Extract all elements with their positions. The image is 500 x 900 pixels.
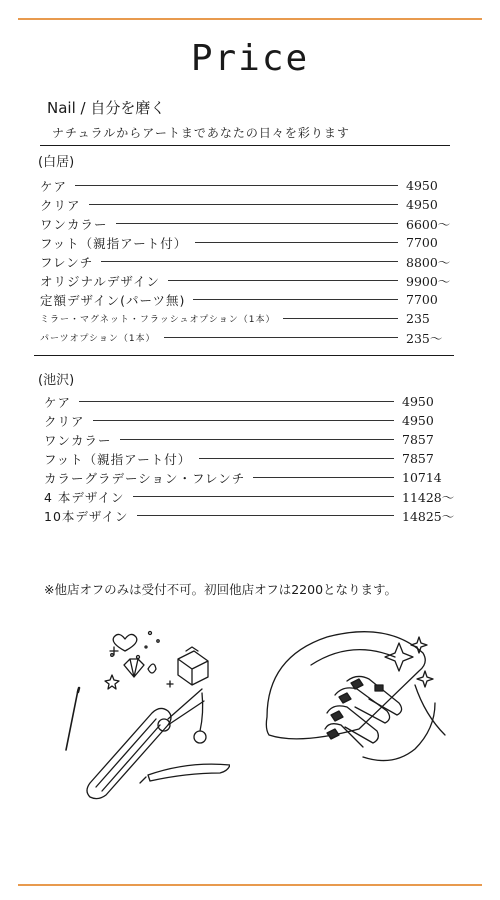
dotted-leader [79,401,394,402]
dotted-leader [283,318,398,319]
menu-item-price: 235〜 [406,330,443,346]
menu-item-name: 10本デザイン [44,508,129,524]
dotted-leader [93,420,394,421]
tagline: ナチュラルからアートまであなたの日々を彩ります [52,126,350,140]
section-label-ikezawa: (池沢) [38,373,75,388]
page-title: Price [190,38,310,79]
price-row [40,290,458,309]
price-row [40,195,458,214]
dotted-leader [137,515,394,516]
price-row [40,252,458,271]
menu-item-price: 235 [406,311,430,326]
menu-item-price: 4950 [406,178,438,193]
menu-item-name: 定額デザイン(パーツ無) [40,292,186,308]
dotted-leader [193,299,398,300]
nail-lamp-hand-icon [255,625,455,795]
menu-item-price: 4950 [406,197,438,212]
price-row [40,176,458,195]
price-row [40,233,458,252]
menu-item-price: 7700 [406,235,438,250]
divider [34,355,454,356]
menu-item-name: ケア [44,394,72,410]
menu-item-name: クリア [40,197,81,213]
menu-item-price: 11428〜 [402,489,455,505]
price-row [40,309,458,328]
menu-item-name: パーツオプション（1本） [40,334,156,344]
bottom-border [18,884,482,886]
price-row [40,271,458,290]
menu-item-price: 4950 [402,413,434,428]
price-row [44,506,458,525]
menu-item-name: ケア [40,178,68,194]
dotted-leader [116,223,398,224]
price-row [44,449,458,468]
page-subtitle: Nail / 自分を磨く [47,99,166,117]
price-row [44,487,458,506]
notice-text: ※他店オフのみは受付不可。初回他店オフは2200となります。 [44,582,398,597]
menu-item-name: クリア [44,413,85,429]
menu-item-name: ワンカラー [40,216,108,232]
menu-item-name: フレンチ [40,254,94,270]
dotted-leader [253,477,394,478]
price-row [44,411,458,430]
dotted-leader [89,204,398,205]
menu-item-price: 9900〜 [406,273,451,289]
menu-item-name: フット（親指アート付） [40,235,188,251]
menu-item-price: 6600〜 [406,216,451,232]
menu-item-name: ワンカラー [44,432,112,448]
dotted-leader [199,458,394,459]
price-list-shiroi [40,176,458,347]
dotted-leader [120,439,394,440]
menu-item-price: 7857 [402,432,434,447]
menu-item-price: 8800〜 [406,254,451,270]
dotted-leader [168,280,398,281]
dotted-leader [164,337,398,338]
menu-item-price: 10714 [402,470,442,485]
price-row [40,214,458,233]
menu-item-price: 14825〜 [402,508,455,524]
price-row [44,468,458,487]
menu-item-price: 7857 [402,451,434,466]
price-list-ikezawa [44,392,458,525]
menu-item-price: 4950 [402,394,434,409]
menu-item-name: ミラー・マグネット・フラッシュオプション（1本） [40,315,276,325]
menu-item-name: オリジナルデザイン [40,273,161,289]
divider [40,145,450,146]
dotted-leader [101,261,398,262]
section-label-shiroi: (白居) [38,155,75,170]
price-row [44,392,458,411]
menu-item-name: 4 本デザイン [44,489,125,505]
price-row [44,430,458,449]
dotted-leader [195,242,398,243]
menu-item-name: カラーグラデーション・フレンチ [44,470,246,486]
price-row [40,328,458,347]
dotted-leader [133,496,394,497]
nail-tools-icon [50,625,230,815]
dotted-leader [75,185,398,186]
menu-item-price: 7700 [406,292,438,307]
top-border [18,18,482,20]
menu-item-name: フット（親指アート付） [44,451,192,467]
